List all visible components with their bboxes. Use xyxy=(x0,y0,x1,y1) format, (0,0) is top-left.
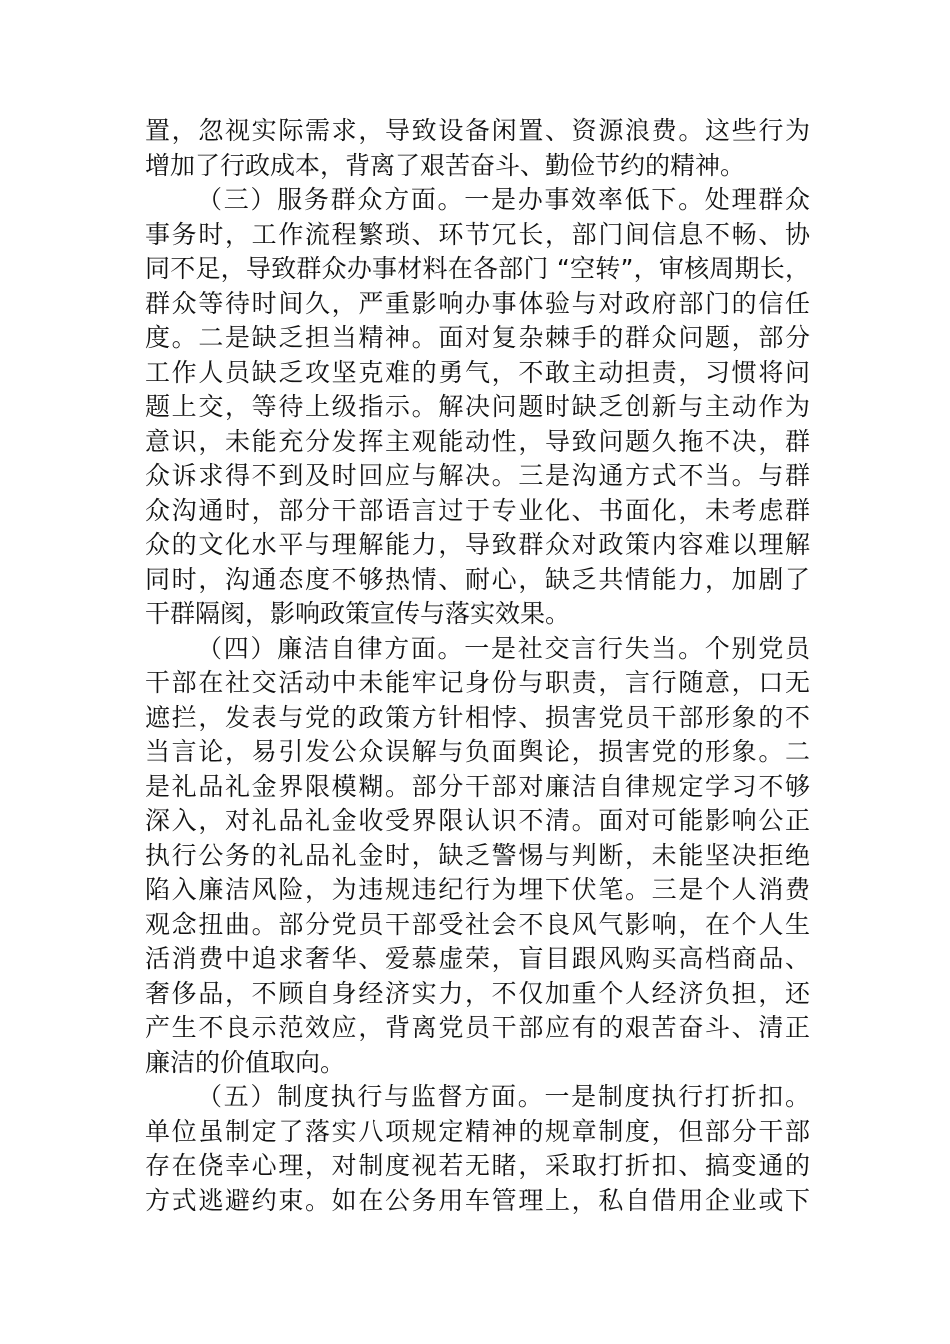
text-line: 执行公务的礼品礼金时，缺乏警惕与判断，未能坚决拒绝 xyxy=(145,840,810,870)
text-line: 增加了行政成本，背离了艰苦奋斗、勤俭节约的精神。 xyxy=(145,150,746,180)
text-line: 廉洁的价值取向。 xyxy=(145,1047,346,1077)
text-line: 度。二是缺乏担当精神。面对复杂棘手的群众问题，部分 xyxy=(145,323,810,352)
text-line: 同不足，导致群众办事材料在各部门 “空转”，审核周期长， xyxy=(145,254,810,283)
text-line: 众的文化水平与理解能力，导致群众对政策内容难以理解 xyxy=(145,530,810,559)
text-line: 群众等待时间久，严重影响办事体验与对政府部门的信任 xyxy=(145,288,810,318)
text-line: 意识，未能充分发挥主观能动性，导致问题久拖不决，群 xyxy=(145,426,810,456)
text-line: 当言论，易引发公众误解与负面舆论，损害党的形象。二 xyxy=(145,737,810,766)
text-line: 干群隔阂，影响政策宣传与落实效果。 xyxy=(145,599,571,628)
text-line: 同时，沟通态度不够热情、耐心，缺乏共情能力，加剧了 xyxy=(145,564,810,594)
text-line: 活消费中追求奢华、爱慕虚荣，盲目跟风购买高档商品、 xyxy=(145,944,810,973)
text-line: 方式逃避约束。如在公务用车管理上，私自借用企业或下 xyxy=(145,1185,810,1215)
text-line: 陷入廉洁风险，为违规违纪行为埋下伏笔。三是个人消费 xyxy=(145,875,810,904)
text-line: 深入，对礼品礼金收受界限认识不清。面对可能影响公正 xyxy=(145,806,810,835)
text-line: 是礼品礼金界限模糊。部分干部对廉洁自律规定学习不够 xyxy=(145,771,810,801)
text-line: 众沟通时，部分干部语言过于专业化、书面化，未考虑群 xyxy=(145,495,810,525)
text-line: 工作人员缺乏攻坚克难的勇气，不敢主动担责，习惯将问 xyxy=(145,357,810,387)
text-line: 遮拦，发表与党的政策方针相悖、损害党员干部形象的不 xyxy=(145,702,810,732)
document-body xyxy=(145,114,810,1218)
text-line: 奢侈品，不顾自身经济实力，不仅加重个人经济负担，还 xyxy=(145,978,810,1008)
text-line: 干部在社交活动中未能牢记身份与职责，言行随意，口无 xyxy=(145,668,810,697)
text-line: 置，忽视实际需求，导致设备闲置、资源浪费。这些行为 xyxy=(145,116,810,145)
text-line: 题上交，等待上级指示。解决问题时缺乏创新与主动作为 xyxy=(145,392,810,421)
text-line: 观念扭曲。部分党员干部受社会不良风气影响，在个人生 xyxy=(145,909,810,939)
text-line: 存在侥幸心理，对制度视若无睹，采取打折扣、搞变通的 xyxy=(145,1151,810,1180)
text-line: 单位虽制定了落实八项规定精神的规章制度，但部分干部 xyxy=(145,1116,810,1146)
text-line: 众诉求得不到及时回应与解决。三是沟通方式不当。与群 xyxy=(145,461,810,490)
text-line: 事务时，工作流程繁琐、环节冗长，部门间信息不畅、协 xyxy=(145,219,810,249)
text-line: 产生不良示范效应，背离党员干部应有的艰苦奋斗、清正 xyxy=(145,1013,810,1042)
section-heading-line: （四）廉洁自律方面。一是社交言行失当。个别党员 xyxy=(197,633,810,663)
section-heading-line: （三）服务群众方面。一是办事效率低下。处理群众 xyxy=(197,185,810,214)
section-heading-line: （五）制度执行与监督方面。一是制度执行打折扣。 xyxy=(197,1082,810,1111)
